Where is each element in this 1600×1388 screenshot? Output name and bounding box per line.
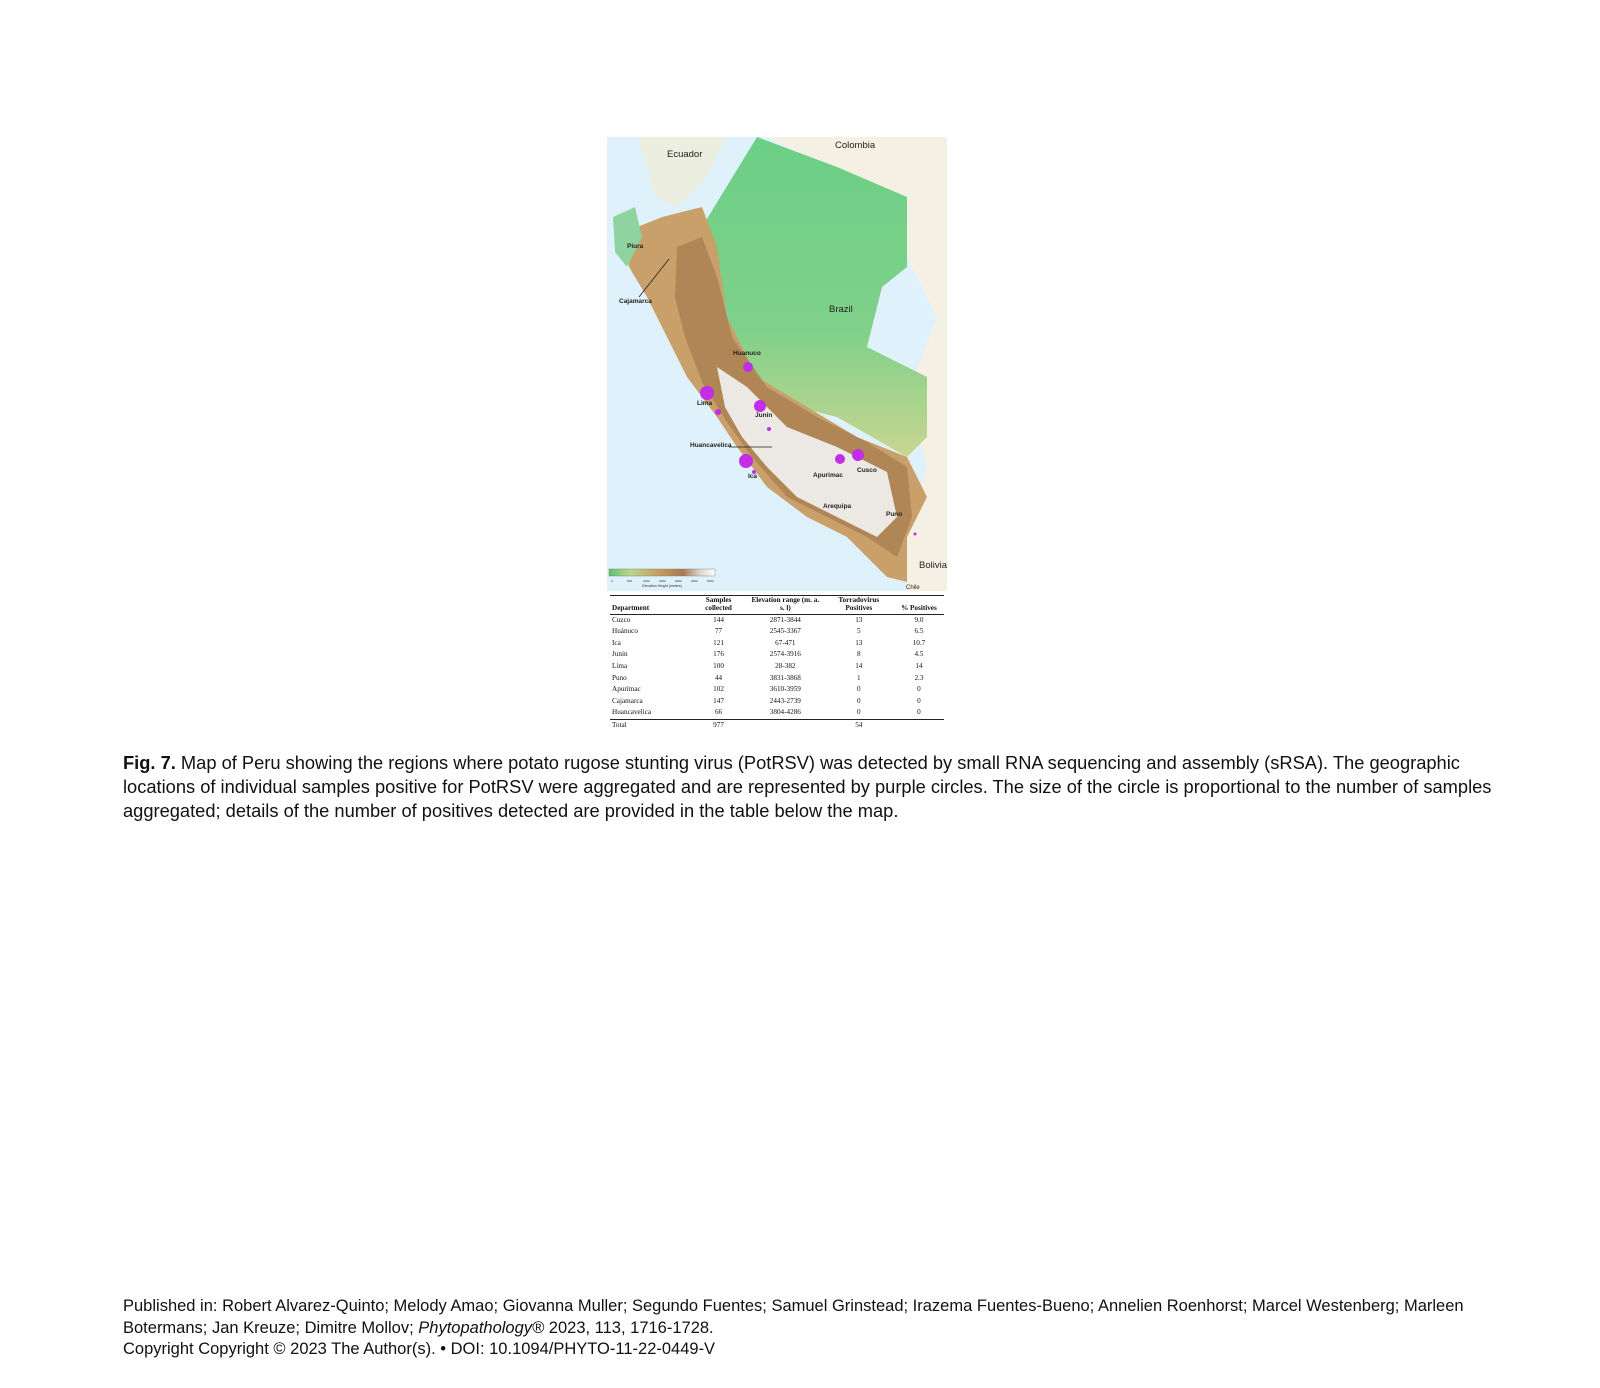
publication-footer: [123, 1296, 1523, 1361]
sample-marker-junin-small: [767, 427, 771, 431]
label-cajamarca: Cajamarca: [619, 298, 652, 305]
map-graphic: [607, 137, 947, 591]
label-colombia: Colombia: [835, 140, 876, 151]
table-cell: 6.5: [914, 627, 924, 636]
table-cell: 44: [714, 673, 723, 682]
label-chile: Chile: [906, 585, 920, 591]
table-cell: 8: [857, 650, 861, 659]
journal-name: Phytopathology®: [418, 1318, 545, 1337]
sample-marker-huanuco: [743, 362, 753, 372]
table-cell: 28-382: [775, 661, 796, 670]
table-cell: 5: [857, 627, 861, 636]
table-cell: 2574-3916: [769, 650, 801, 659]
table-cell: 2.3: [914, 673, 924, 682]
table-header-row: [610, 596, 944, 615]
table-header: Samples collected: [690, 596, 747, 615]
table-cell: 0: [857, 708, 861, 717]
table-header: Elevation range (m. a. s. l): [747, 596, 824, 615]
table-cell: 0: [857, 685, 861, 694]
sample-marker-junin: [754, 400, 766, 412]
table-cell: Apurímac: [612, 685, 641, 694]
table-cell: 144: [713, 615, 724, 624]
table-cell: 9.0: [914, 615, 924, 624]
label-piura: Piura: [627, 243, 644, 250]
sample-marker-lima: [700, 386, 714, 400]
sample-marker-ica: [739, 454, 753, 468]
table-cell: 67-471: [775, 638, 796, 647]
label-huanuco: Huanuco: [733, 350, 761, 357]
legend-tick: 4000: [691, 579, 698, 583]
table-cell: 0: [917, 696, 921, 705]
peru-map: [607, 137, 947, 591]
table-row: [610, 684, 944, 696]
legend-tick: 3000: [675, 579, 682, 583]
citation: 2023, 113, 1716-1728.: [548, 1318, 714, 1337]
sample-marker-puno: [914, 533, 917, 536]
table-total-cell: Total: [610, 719, 690, 731]
table-cell: 0: [917, 708, 921, 717]
table-total-cell: [747, 719, 824, 731]
table-cell: 0: [917, 685, 921, 694]
caption-label: Fig. 7.: [123, 752, 176, 773]
positives-table: [610, 595, 944, 732]
table-row: [610, 707, 944, 719]
table-cell: 100: [713, 661, 724, 670]
table-header: Department: [610, 596, 690, 615]
published-authors: Published in: Robert Alvarez-Quinto; Melody Amao; Giovanna Muller; Segundo Fuentes; Samuel Grinstead; Irazema Fuentes-Bueno; Annelien Roenhorst; Marcel Westenberg; Marleen Botermans; Jan Kreuze; Dimitre Mollov;: [123, 1297, 1464, 1337]
published-line: [123, 1296, 1503, 1339]
table-cell: 1: [857, 673, 861, 682]
elevation-legend-title: Elevation Height (meters): [642, 584, 682, 588]
table-cell: 3831-3868: [769, 673, 801, 682]
table-cell: 14: [855, 661, 863, 670]
table-cell: 2871-3844: [769, 615, 801, 624]
table-cell: 13: [855, 638, 863, 647]
table-cell: 3610-3959: [769, 685, 801, 694]
table-total-cell: 54: [824, 719, 894, 731]
label-lima: Lima: [697, 400, 713, 407]
table-cell: 147: [713, 696, 724, 705]
table-row: [610, 614, 944, 626]
table-row: [610, 673, 944, 685]
sample-marker-apurimac: [835, 454, 845, 464]
label-arequipa: Arequipa: [823, 503, 852, 510]
table-cell: Junín: [612, 650, 628, 659]
copyright-line: Copyright Copyright © 2023 The Author(s). • DOI: 10.1094/PHYTO-11-22-0449-V: [123, 1340, 716, 1358]
table-row: [610, 649, 944, 661]
legend-tick: 2000: [659, 579, 666, 583]
label-puno: Puno: [886, 511, 903, 518]
table-cell: 3804-4286: [769, 708, 801, 717]
table-cell: 2443-2739: [769, 696, 801, 705]
sample-marker-lima-small: [715, 409, 721, 415]
label-junin: Junin: [755, 412, 773, 419]
legend-tick: 1000: [643, 579, 650, 583]
table-cell: 10.7: [912, 638, 926, 647]
legend-tick: 500: [627, 579, 633, 583]
table-header: % Positives: [894, 596, 944, 615]
elevation-legend-bar: [609, 569, 715, 576]
label-huancavelica: Huancavelica: [690, 442, 732, 449]
table-header: Torradovirus Positives: [824, 596, 894, 615]
legend-tick: 5000: [707, 579, 714, 583]
label-brazil: Brazil: [829, 304, 853, 315]
table-total-cell: [894, 719, 944, 731]
table-cell: Huánuco: [612, 627, 638, 636]
table-total-cell: 977: [690, 719, 747, 731]
label-ecuador: Ecuador: [667, 149, 703, 160]
table-cell: 176: [713, 650, 724, 659]
table-cell: 2545-3367: [769, 627, 801, 636]
table-cell: 121: [713, 638, 724, 647]
table-row: [610, 661, 944, 673]
label-apurimac: Apurimac: [813, 472, 843, 479]
legend-tick: 0: [611, 579, 613, 583]
table-cell: 66: [714, 708, 723, 717]
sample-marker-cusco: [852, 449, 864, 461]
table-cell: 102: [713, 685, 724, 694]
table-cell: Puno: [612, 673, 627, 682]
table-total-row: [610, 719, 944, 731]
label-cusco: Cusco: [857, 467, 877, 474]
table-row: [610, 696, 944, 708]
table-cell: 0: [857, 696, 861, 705]
table-cell: 77: [714, 627, 723, 636]
table-cell: Ica: [612, 638, 621, 647]
table-cell: Lima: [612, 661, 628, 670]
figure: [607, 137, 947, 732]
table-cell: Cajamarca: [612, 696, 643, 705]
table-row: [610, 638, 944, 650]
caption-text: Map of Peru showing the regions where potato rugose stunting virus (PotRSV) was detected by small RNA sequencing and assembly (sRSA). The geographic locations of individual samples positive for PotRSV were aggregated and are represented by purple circles. The size of the circle is proportional to the number of samples aggregated; details of the number of positives detected are provided in the table below the map.: [123, 752, 1492, 821]
table-cell: 14: [915, 661, 923, 670]
table-cell: 13: [855, 615, 863, 624]
table-cell: Huancavelica: [612, 708, 652, 717]
table-row: [610, 626, 944, 638]
label-ica: Ica: [748, 473, 758, 480]
figure-caption: [123, 751, 1515, 823]
table-cell: 4.5: [914, 650, 924, 659]
label-bolivia: Bolivia: [919, 560, 947, 571]
table-cell: Cuzco: [612, 615, 631, 624]
table-body: [610, 614, 944, 731]
